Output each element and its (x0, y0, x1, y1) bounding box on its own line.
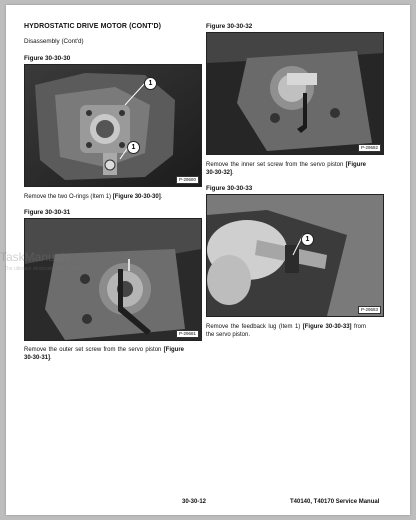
figure-code: P-29681 (176, 330, 199, 338)
figure-30-30-31-photo (24, 218, 202, 341)
step-remove-orings: Remove the two O-rings (Item 1) [Figure 30-30-30]. (24, 194, 163, 200)
figure-30-30-32-photo (206, 32, 384, 155)
motor-housing-oring-image (25, 65, 201, 186)
figure-30-30-31-label: Figure 30-30-31 (24, 209, 71, 216)
step-remove-outer-set-screw: Remove the outer set screw from the servo piston [Figure 30-30-31]. (24, 347, 184, 361)
callout-item-1-lower: 1 (127, 141, 140, 154)
figure-code: P-29683 (358, 306, 381, 314)
figure-30-30-33-label: Figure 30-30-33 (206, 185, 253, 192)
page-number: 30-30-12 (182, 499, 207, 505)
inner-set-screw-image (207, 33, 383, 154)
figure-30-30-32-label: Figure 30-30-32 (206, 23, 253, 30)
watermark-title: TaskManuals (0, 250, 71, 264)
callout-item-1: 1 (301, 233, 314, 246)
figure-code: P-29680 (176, 176, 199, 184)
manual-title: T40140, T40170 Service Manual (290, 499, 380, 505)
step-remove-feedback-lug: Remove the feedback lug (Item 1) [Figure 30-30-33] from the servo piston. (206, 324, 367, 338)
section-subtitle: Disassembly (Cont'd) (24, 38, 84, 45)
figure-30-30-30-label: Figure 30-30-30 (24, 55, 71, 62)
figure-30-30-30-photo (24, 64, 202, 187)
figure-30-30-33-photo (206, 194, 384, 317)
outer-set-screw-image (25, 219, 201, 340)
figure-code: P-29682 (358, 144, 381, 152)
section-header: HYDROSTATIC DRIVE MOTOR (CONT'D) (24, 23, 162, 30)
watermark-tagline: The ultimate destination for manuals (4, 266, 85, 272)
step-remove-inner-set-screw: Remove the inner set screw from the servo piston [Figure 30-30-32]. (206, 162, 366, 176)
feedback-lug-image (207, 195, 383, 316)
callout-item-1: 1 (144, 77, 157, 90)
